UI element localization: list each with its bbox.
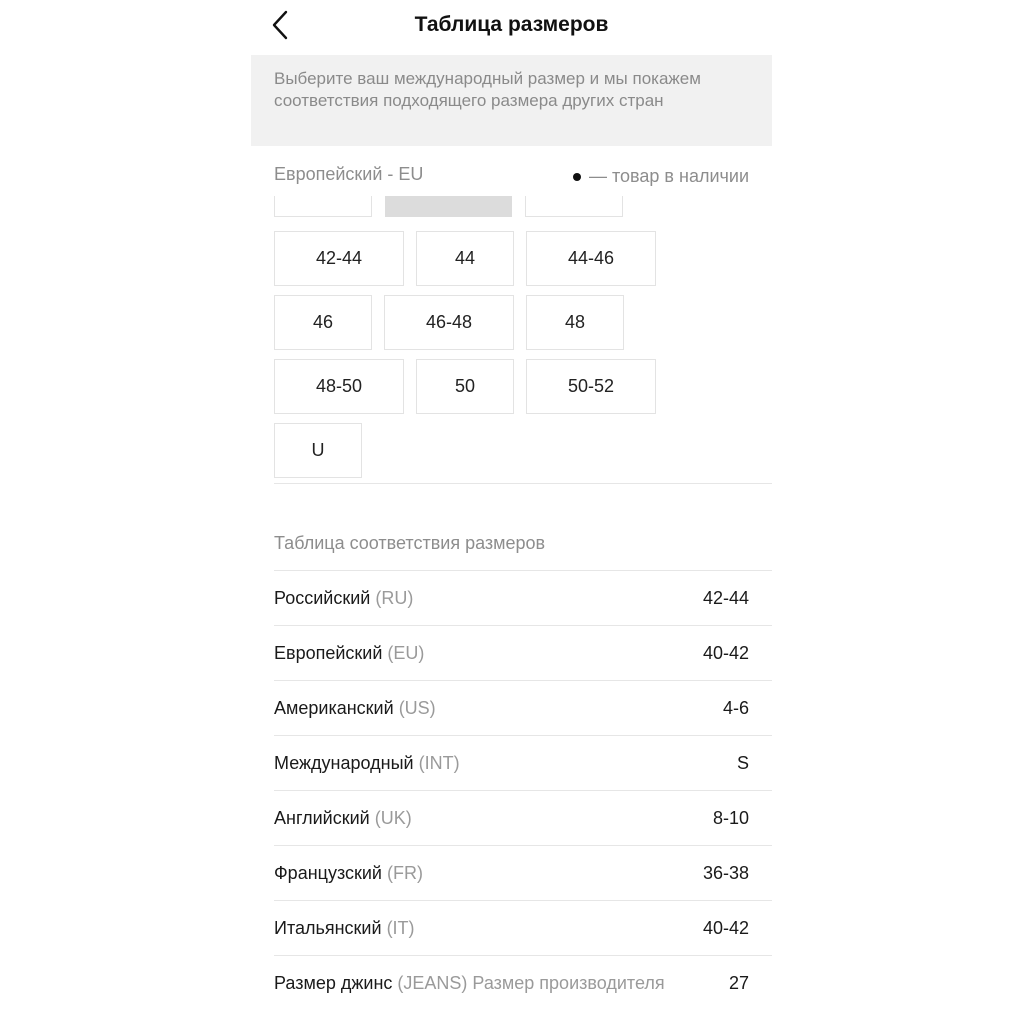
country-name: Итальянский [274, 917, 382, 938]
size-option[interactable]: 46-48 [384, 295, 514, 350]
table-row [274, 845, 772, 900]
country-code: (RU) [375, 587, 414, 608]
info-banner: Выберите ваш международный размер и мы покажем соответствия подходящего размера других стран [251, 55, 772, 146]
legend-text: — товар в наличии [589, 166, 749, 186]
size-option[interactable]: 50 [416, 359, 514, 414]
size-chart-screen [251, 0, 772, 1024]
page-title: Таблица размеров [414, 13, 609, 36]
table-row [274, 735, 772, 790]
size-value: 36-38 [702, 862, 749, 883]
size-correspondence-table [274, 570, 772, 1010]
table-row [274, 955, 772, 1010]
country-name: Международный [274, 752, 414, 773]
country-name: Европейский [274, 642, 383, 663]
size-option[interactable]: 44-46 [526, 231, 656, 286]
country-code: (US) [398, 697, 436, 718]
size-option[interactable]: 48 [526, 295, 624, 350]
table-row [274, 790, 772, 845]
size-grid [251, 196, 772, 484]
country-code: (UK) [374, 807, 412, 828]
size-option-hidden[interactable] [525, 196, 623, 217]
table-row [274, 570, 772, 625]
country-name: Российский [274, 587, 371, 608]
size-option-hidden[interactable] [274, 196, 372, 217]
header [251, 0, 772, 55]
size-value: 8-10 [712, 807, 749, 828]
size-value: 42-44 [702, 587, 749, 608]
size-option[interactable]: U [274, 423, 362, 478]
country-code: (INT) [418, 752, 460, 773]
country-name: Французский [274, 862, 382, 883]
region-selector[interactable]: Европейский - EU [274, 164, 424, 184]
country-name: Размер джинс [274, 972, 393, 993]
size-value: 4-6 [722, 697, 749, 718]
size-value: 40-42 [702, 642, 749, 663]
availability-dot-icon [573, 173, 581, 181]
country-name: Американский [274, 697, 394, 718]
country-name: Английский [274, 807, 370, 828]
country-code: (JEANS) Размер производителя [397, 972, 665, 993]
country-code: (FR) [387, 862, 423, 883]
country-code: (IT) [386, 917, 415, 938]
table-title: Таблица соответствия размеров [274, 533, 546, 553]
table-row [274, 900, 772, 955]
availability-legend [573, 166, 749, 187]
table-row [274, 680, 772, 735]
country-code: (EU) [387, 642, 425, 663]
size-option-selected[interactable] [385, 196, 512, 217]
divider [274, 483, 772, 484]
size-value: 40-42 [702, 917, 749, 938]
size-option[interactable]: 50-52 [526, 359, 656, 414]
size-option[interactable]: 48-50 [274, 359, 404, 414]
size-option[interactable]: 44 [416, 231, 514, 286]
size-option[interactable]: 46 [274, 295, 372, 350]
table-row [274, 625, 772, 680]
size-value: S [736, 752, 749, 773]
size-option[interactable]: 42-44 [274, 231, 404, 286]
size-value: 27 [728, 972, 749, 993]
